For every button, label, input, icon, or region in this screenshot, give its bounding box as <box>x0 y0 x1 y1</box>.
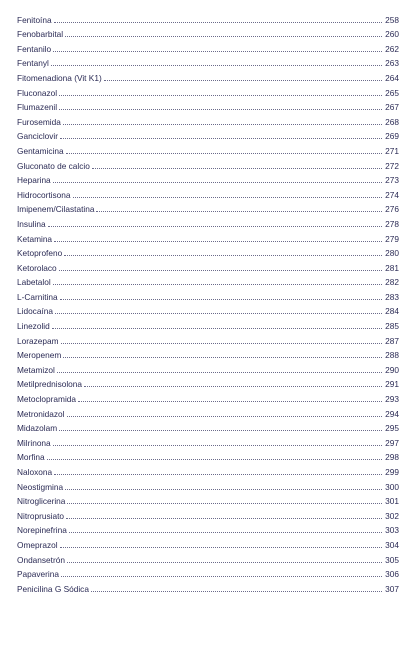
toc-entry-title: Neostigmina <box>17 481 64 492</box>
toc-dot-leader <box>84 386 382 387</box>
toc-dot-leader <box>67 416 382 417</box>
toc-entry-title: Morfina <box>17 452 45 463</box>
toc-dot-leader <box>63 124 382 125</box>
toc-entry-page-number: 293 <box>385 394 399 405</box>
toc-entry-page-number: 290 <box>385 364 399 375</box>
toc-entry <box>17 25 399 40</box>
toc-entry-page-number: 285 <box>385 321 399 332</box>
toc-entry-page-number: 307 <box>385 583 399 594</box>
toc-dot-leader <box>59 270 382 271</box>
toc-entry <box>17 54 399 69</box>
toc-entry <box>17 83 399 98</box>
toc-entry <box>17 68 399 83</box>
toc-entry-title: Gentamicina <box>17 145 64 156</box>
toc-entry <box>17 127 399 142</box>
toc-dot-leader <box>59 95 382 96</box>
toc-dot-leader <box>53 445 382 446</box>
toc-entry-title: Fentanilo <box>17 43 52 54</box>
toc-entry-page-number: 273 <box>385 175 399 186</box>
toc-entry-title: Papaverina <box>17 569 59 580</box>
toc-entry-page-number: 265 <box>385 87 399 98</box>
toc-entry-title: Fitomenadiona (Vit K1) <box>17 72 102 83</box>
toc-entry-page-number: 276 <box>385 204 399 215</box>
toc-entry <box>17 112 399 127</box>
toc-entry-page-number: 305 <box>385 554 399 565</box>
toc-entry-page-number: 306 <box>385 569 399 580</box>
toc-dot-leader <box>78 401 382 402</box>
toc-entry-page-number: 268 <box>385 116 399 127</box>
toc-entry <box>17 565 399 580</box>
toc-entry-page-number: 298 <box>385 452 399 463</box>
toc-entry-title: Fentanyl <box>17 58 49 69</box>
toc-entry-page-number: 283 <box>385 291 399 302</box>
toc-dot-leader <box>67 503 382 504</box>
toc-entry <box>17 506 399 521</box>
toc-entry-page-number: 272 <box>385 160 399 171</box>
toc-entry-title: Midazolam <box>17 423 58 434</box>
toc-entry <box>17 550 399 565</box>
toc-entry-title: Metilprednisolona <box>17 379 83 390</box>
toc-entry-page-number: 297 <box>385 437 399 448</box>
toc-entry-page-number: 260 <box>385 29 399 40</box>
toc-entry <box>17 156 399 171</box>
toc-entry-page-number: 263 <box>385 58 399 69</box>
toc-entry-title: Metronidazol <box>17 408 65 419</box>
toc-dot-leader <box>67 562 382 563</box>
toc-dot-leader <box>61 343 382 344</box>
toc-entry <box>17 521 399 536</box>
toc-entry-page-number: 281 <box>385 262 399 273</box>
toc-entry-title: Nitroglicerina <box>17 496 66 507</box>
toc-entry <box>17 360 399 375</box>
toc-entry-page-number: 300 <box>385 481 399 492</box>
toc-entry <box>17 316 399 331</box>
toc-entry-page-number: 287 <box>385 335 399 346</box>
toc-entry-title: Labetalol <box>17 277 51 288</box>
toc-entry-page-number: 304 <box>385 539 399 550</box>
toc-dot-leader <box>63 357 382 358</box>
toc-entry-page-number: 288 <box>385 350 399 361</box>
toc-entry <box>17 346 399 361</box>
toc-dot-leader <box>59 109 382 110</box>
toc-dot-leader <box>65 36 382 37</box>
toc-entry-title: Ketorolaco <box>17 262 57 273</box>
toc-entry-title: Naloxona <box>17 467 53 477</box>
toc-dot-leader <box>57 372 382 373</box>
toc-entry-title: Heparina <box>17 175 51 186</box>
toc-entry-title: Omeprazol <box>17 539 58 550</box>
toc-dot-leader <box>53 51 382 52</box>
toc-entry <box>17 419 399 434</box>
toc-entry-page-number: 280 <box>385 248 399 259</box>
toc-dot-leader <box>61 576 382 577</box>
toc-entry-title: Metoclopramida <box>17 394 77 405</box>
toc-dot-leader <box>73 197 383 198</box>
toc-dot-leader <box>91 591 382 592</box>
toc-entry-page-number: 278 <box>385 218 399 229</box>
toc-dot-leader <box>96 211 382 212</box>
toc-entry <box>17 39 399 54</box>
toc-entry-title: Nitroprusiato <box>17 510 65 521</box>
toc-entry-page-number: 303 <box>385 525 399 536</box>
toc-dot-leader <box>60 547 382 548</box>
toc-entry <box>17 448 399 463</box>
toc-entry <box>17 287 399 302</box>
toc-entry-page-number: 262 <box>385 43 399 54</box>
toc-entry-title: Imipenem/Cilastatina <box>17 204 95 215</box>
toc-entry <box>17 98 399 113</box>
toc-dot-leader <box>53 182 382 183</box>
toc-entry-page-number: 267 <box>385 102 399 113</box>
toc-entry-page-number: 291 <box>385 379 399 390</box>
toc-entry <box>17 244 399 259</box>
toc-entry-page-number: 264 <box>385 72 399 83</box>
toc-entry <box>17 389 399 404</box>
toc-entry-title: Metamizol <box>17 364 55 375</box>
toc-entry-page-number: 279 <box>385 233 399 244</box>
toc-dot-leader <box>54 474 382 475</box>
toc-dot-leader <box>59 430 382 431</box>
toc-entry <box>17 273 399 288</box>
toc-entry <box>17 10 399 25</box>
toc-entry <box>17 462 399 477</box>
toc-entry-title: Fluconazol <box>17 87 58 98</box>
toc-entry-page-number: 282 <box>385 277 399 288</box>
toc-dot-leader <box>65 489 382 490</box>
toc-entry <box>17 171 399 186</box>
toc-entry <box>17 579 399 594</box>
toc-entry-page-number: 269 <box>385 131 399 142</box>
toc-entry-title: Linezolid <box>17 321 50 332</box>
toc-entry <box>17 404 399 419</box>
toc-entry-page-number: 294 <box>385 408 399 419</box>
toc-entry-title: Norepinefrina <box>17 525 67 536</box>
toc-entry <box>17 433 399 448</box>
toc-dot-leader <box>51 65 382 66</box>
toc-entry <box>17 331 399 346</box>
toc-entry <box>17 229 399 244</box>
toc-entry-title: Penicilina G Sódica <box>17 583 89 594</box>
toc-entry-title: Hidrocortisona <box>17 189 71 200</box>
toc-entry-title: Ganciclovir <box>17 131 59 142</box>
toc-entry <box>17 535 399 550</box>
toc-entry-page-number: 284 <box>385 306 399 317</box>
toc-entry-title: Fenitoína <box>17 14 52 25</box>
toc-entry-page-number: 302 <box>385 510 399 521</box>
toc-entry-title: Lorazepam <box>17 335 59 346</box>
toc-entry <box>17 302 399 317</box>
toc-dot-leader <box>48 226 382 227</box>
toc-entry-page-number: 301 <box>385 496 399 507</box>
toc-entry-title: Insulina <box>17 218 46 229</box>
toc-entry-page-number: 295 <box>385 423 399 434</box>
toc-dot-leader <box>54 241 382 242</box>
toc-entry-title: Lidocaína <box>17 306 53 317</box>
toc-entry-page-number: 299 <box>385 467 399 477</box>
toc-entry-title: Milrinona <box>17 437 51 448</box>
toc-entry-title: Ketoprofeno <box>17 248 63 259</box>
toc-dot-leader <box>69 532 382 533</box>
toc-entry-title: L-Carnitina <box>17 291 58 302</box>
toc-entry <box>17 258 399 273</box>
toc-entry <box>17 214 399 229</box>
toc-entry-title: Ketamina <box>17 233 53 244</box>
toc-entry <box>17 141 399 156</box>
table-of-contents <box>17 10 399 594</box>
toc-dot-leader <box>66 518 382 519</box>
toc-dot-leader <box>64 255 382 256</box>
toc-dot-leader <box>66 153 382 154</box>
toc-entry-page-number: 258 <box>385 14 399 25</box>
toc-entry <box>17 477 399 492</box>
toc-entry-title: Gluconato de calcio <box>17 160 90 171</box>
toc-dot-leader <box>53 284 382 285</box>
toc-dot-leader <box>60 299 382 300</box>
toc-entry <box>17 200 399 215</box>
toc-dot-leader <box>55 313 382 314</box>
toc-dot-leader <box>60 138 382 139</box>
toc-entry <box>17 375 399 390</box>
toc-entry-title: Flumazenil <box>17 102 58 113</box>
toc-dot-leader <box>92 168 382 169</box>
toc-dot-leader <box>104 80 382 81</box>
toc-entry-page-number: 271 <box>385 145 399 156</box>
toc-dot-leader <box>47 459 382 460</box>
toc-entry-title: Ondansetrón <box>17 554 65 565</box>
toc-entry <box>17 492 399 507</box>
toc-entry-title: Meropenem <box>17 350 62 361</box>
toc-entry-title: Furosemida <box>17 116 61 127</box>
toc-entry-page-number: 274 <box>385 189 399 200</box>
toc-dot-leader <box>52 328 382 329</box>
toc-dot-leader <box>54 22 382 23</box>
toc-entry-title: Fenobarbital <box>17 29 64 40</box>
toc-entry <box>17 185 399 200</box>
